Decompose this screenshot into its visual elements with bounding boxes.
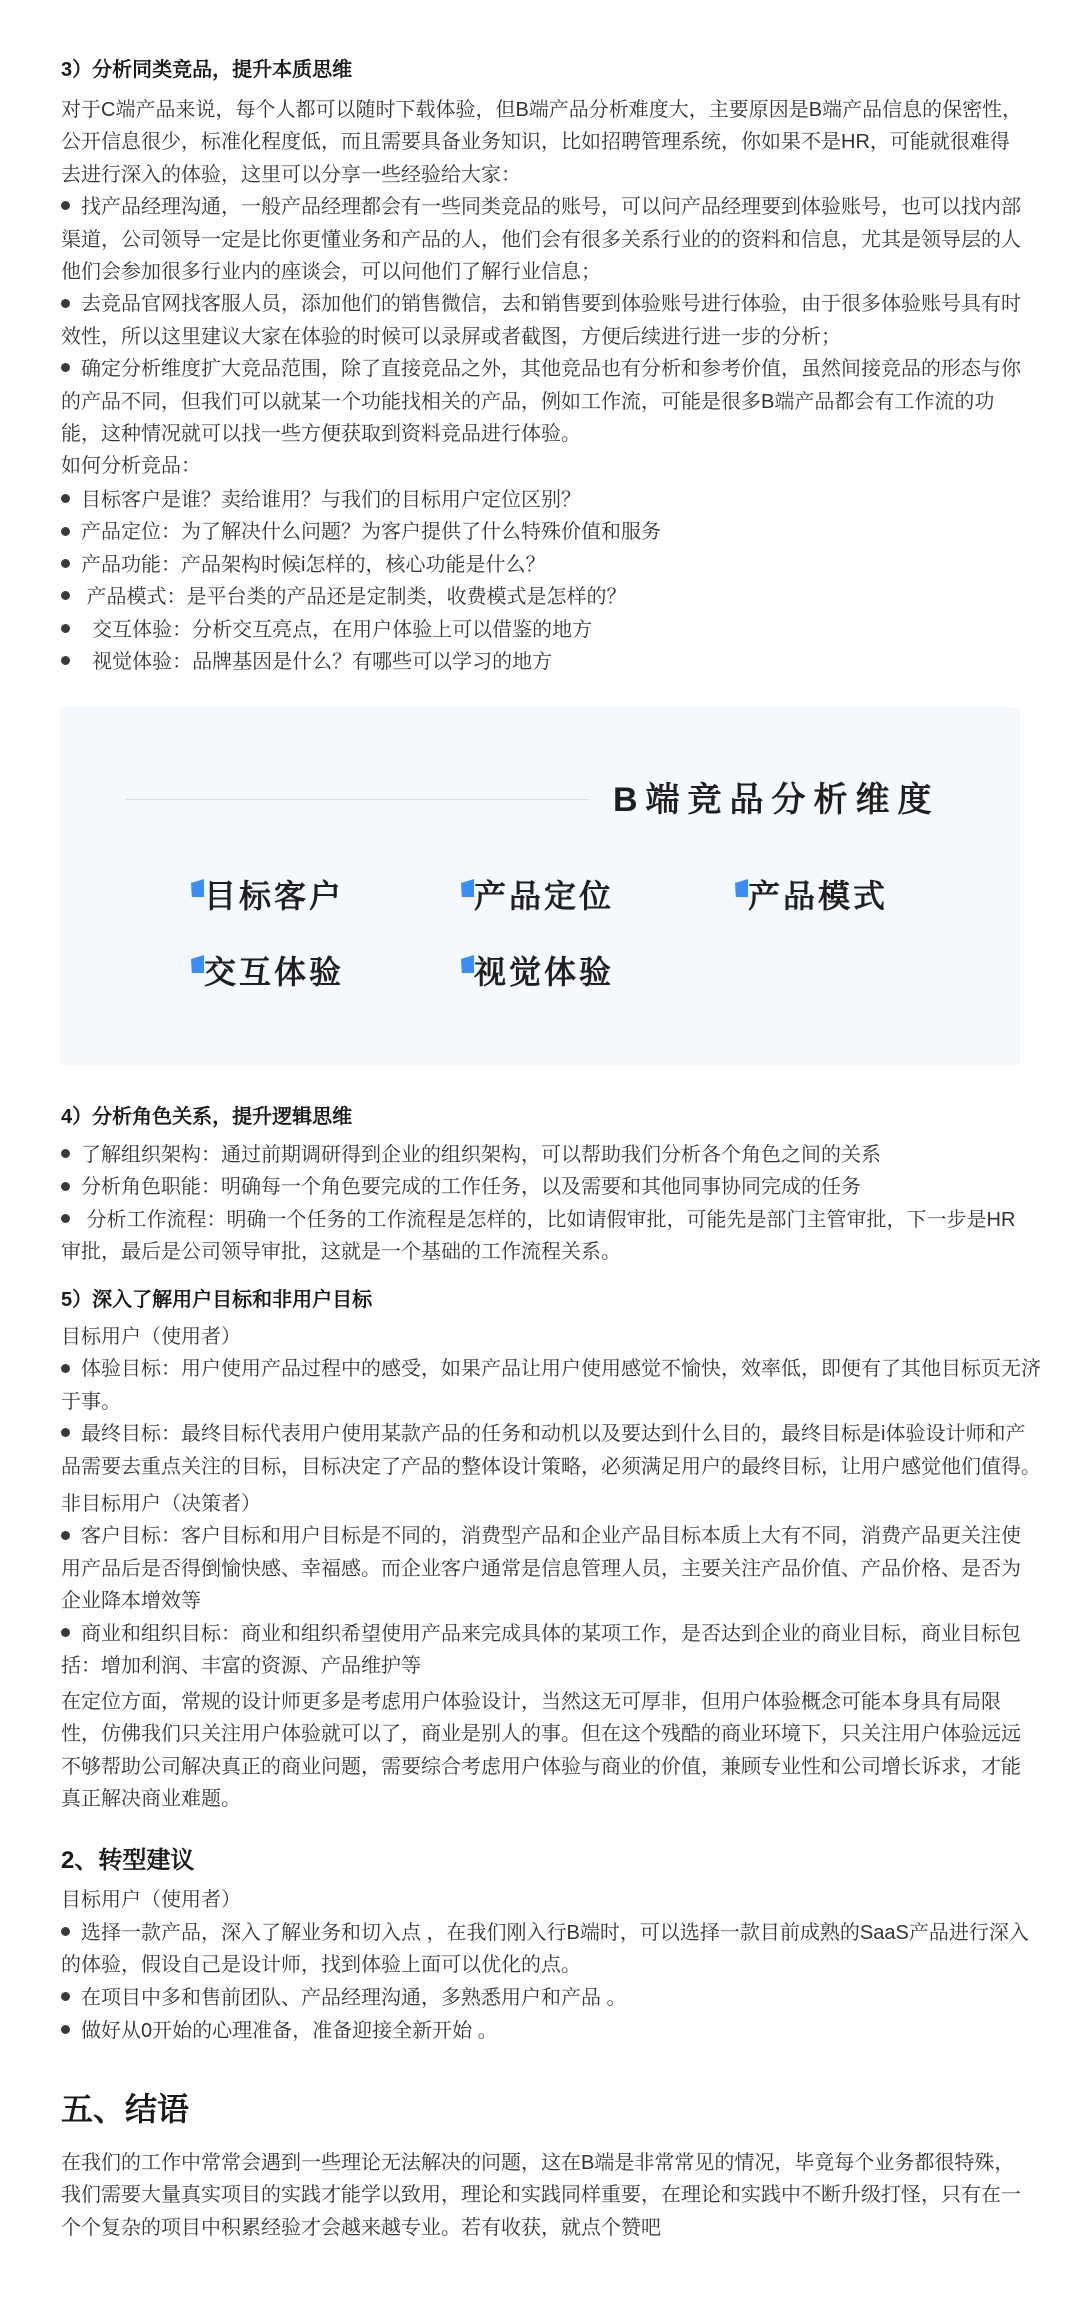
accent-block-icon bbox=[461, 879, 474, 897]
list-item-text: 了解组织架构：通过前期调研得到企业的组织架构，可以帮助我们分析各个角色之间的关系 bbox=[81, 1144, 881, 1166]
bullet-icon bbox=[61, 559, 70, 568]
tip-line: 他们会参加很多行业内的座谈会，可以问他们了解行业信息； bbox=[61, 260, 601, 283]
list-item bbox=[61, 1139, 1015, 1171]
list-item bbox=[61, 1418, 1041, 1450]
bullet-icon bbox=[61, 1992, 70, 2001]
dimension-target-customer bbox=[191, 876, 391, 916]
list-item-text: 分析角色职能：明确每一个角色要完成的工作任务，以及需要和其他同事协同完成的任务 bbox=[81, 1176, 861, 1199]
bullet-icon bbox=[61, 591, 70, 600]
paragraph-line: 我们需要大量真实项目的实践才能学以致用，理论和实践同样重要，在理论和实践中不断升级打怪，只有在一 bbox=[61, 2184, 1021, 2207]
accent-block-icon bbox=[735, 879, 748, 897]
paragraph-line: 真正解决商业难题。 bbox=[61, 1788, 241, 1811]
bullet-icon bbox=[61, 1927, 70, 1936]
bullet-icon bbox=[61, 1214, 70, 1223]
group-label: 目标用户（使用者） bbox=[61, 1889, 241, 1911]
tip-line: 能，这种情况就可以找一些方便获取到资料竞品进行体验。 bbox=[61, 422, 581, 445]
list-item-text: 最终目标：最终目标代表用户使用某款产品的任务和动机以及要达到什么目的，最终目标是i体验设计师和产 bbox=[81, 1423, 1026, 1446]
intro-line: 公开信息很少，标准化程度低，而且需要具备业务知识，比如招聘管理系统，你如果不是HR，可能就很难得 bbox=[61, 131, 1010, 154]
tip-item bbox=[61, 353, 1022, 385]
target-users-group bbox=[61, 1321, 1041, 1483]
paragraph-line: 个个复杂的项目中积累经验才会越来越专业。若有收获，就点个赞吧 bbox=[61, 2216, 661, 2239]
intro-line: 去进行深入的体验，这里可以分享一些经验给大家： bbox=[61, 163, 521, 186]
bullet-icon bbox=[61, 494, 70, 503]
list-item bbox=[61, 614, 661, 646]
paragraph-line: 在定位方面，常规的设计师更多是考虑用户体验设计，当然这无可厚非，但用户体验概念可能本身具有局限 bbox=[61, 1691, 1001, 1713]
dimension-label: 目标客户 bbox=[204, 878, 345, 914]
tip-line: 的产品不同，但我们可以就某一个功能找相关的产品，例如工作流，可能是很多B端产品都会有工作流的功 bbox=[61, 390, 995, 413]
list-item-line: 于事。 bbox=[61, 1390, 121, 1413]
list-item-text: 做好从0开始的心理准备，准备迎接全新开始 。 bbox=[81, 2019, 498, 2042]
bullet-icon bbox=[61, 1364, 70, 1373]
list-item-line: 的体验，假设自己是设计师，找到体验上面可以优化的点。 bbox=[61, 1954, 581, 1977]
tip-item bbox=[61, 191, 1022, 223]
list-item-text: 客户目标：客户目标和用户目标是不同的，消费型产品和企业产品目标本质上大有不同，消费产品更关注使 bbox=[81, 1525, 1021, 1548]
list-item bbox=[61, 1204, 1015, 1236]
list-item bbox=[61, 581, 661, 613]
list-item bbox=[61, 1618, 1021, 1650]
list-item-line: 品需要去重点关注的目标，目标决定了产品的整体设计策略，必须满足用户的最终目标，让用户感觉他们值得。 bbox=[61, 1455, 1041, 1478]
list-item bbox=[61, 549, 661, 581]
bullet-icon bbox=[61, 2025, 70, 2034]
divider-line bbox=[126, 799, 589, 800]
bullet-icon bbox=[61, 1428, 70, 1437]
list-item-text: 分析工作流程：明确一个任务的工作流程是怎样的，比如请假审批，可能先是部门主管审批，下一步是HR bbox=[81, 1208, 1016, 1231]
list-item bbox=[61, 646, 661, 678]
section-5-summary bbox=[61, 1686, 1021, 1816]
tip-line: 渠道，公司领导一定是比你更懂业务和产品的人，他们会有很多关系行业的的资料和信息，尤其是领导层的人 bbox=[61, 228, 1021, 251]
list-item-text: 视觉体验：品牌基因是什么？有哪些可以学习的地方 bbox=[81, 650, 553, 673]
bullet-icon bbox=[61, 363, 70, 372]
list-item bbox=[61, 1171, 1015, 1203]
list-item bbox=[61, 1520, 1021, 1552]
list-item bbox=[61, 2015, 1029, 2048]
list-item-line: 审批，最后是公司领导审批，这就是一个基础的工作流程关系。 bbox=[61, 1241, 621, 1264]
list-item-text: 选择一款产品，深入了解业务和切入点 ，在我们刚入行B端时，可以选择一款目前成熟的SaaS产品进行深入 bbox=[81, 1921, 1029, 1944]
bullet-icon bbox=[61, 624, 70, 633]
section-3-body bbox=[61, 94, 1022, 483]
group-label: 目标用户（使用者） bbox=[61, 1326, 241, 1348]
accent-block-icon bbox=[191, 955, 204, 973]
bullet-icon bbox=[61, 201, 70, 210]
list-item-text: 产品模式：是平台类的产品还是定制类，收费模式是怎样的？ bbox=[81, 586, 627, 609]
figure-title: B端竞品分析维度 bbox=[613, 781, 940, 819]
dimension-label: 产品定位 bbox=[474, 878, 615, 914]
bullet-icon bbox=[61, 656, 70, 665]
list-item bbox=[61, 1982, 1029, 2015]
paragraph-line: 性，仿佛我们只关注用户体验就可以了，商业是别人的事。但在这个残酷的商业环境下，只关注用户体验远远 bbox=[61, 1723, 1021, 1746]
how-to-list bbox=[61, 484, 661, 678]
dimension-visual-experience bbox=[461, 952, 661, 992]
section-4-body bbox=[61, 1139, 1015, 1269]
bullet-icon bbox=[61, 1149, 70, 1158]
bullet-icon bbox=[61, 1628, 70, 1637]
list-item-text: 商业和组织目标：商业和组织希望使用产品来完成具体的某项工作，是否达到企业的商业目标，商业目标包 bbox=[81, 1622, 1021, 1645]
bullet-icon bbox=[61, 1531, 70, 1540]
paragraph-line: 不够帮助公司解决真正的商业问题，需要综合考虑用户体验与商业的价值，兼顾专业性和公司增长诉求，才能 bbox=[61, 1755, 1021, 1778]
bullet-icon bbox=[61, 1182, 70, 1191]
conclusion-heading: 五、结语 bbox=[61, 2091, 190, 2127]
section-3-heading: 3）分析同类竞品，提升本质思维 bbox=[61, 59, 353, 81]
dimension-label: 视觉体验 bbox=[474, 954, 615, 990]
tip-item bbox=[61, 288, 1022, 320]
dimension-label: 交互体验 bbox=[204, 954, 345, 990]
accent-block-icon bbox=[461, 955, 474, 973]
section-5-heading: 5）深入了解用户目标和非用户目标 bbox=[61, 1289, 373, 1311]
bullet-icon bbox=[61, 527, 70, 536]
group-label: 非目标用户（决策者） bbox=[61, 1493, 261, 1515]
how-to-label: 如何分析竞品： bbox=[61, 455, 201, 478]
section-4-heading: 4）分析角色关系，提升逻辑思维 bbox=[61, 1106, 353, 1128]
tip-text: 找产品经理沟通，一般产品经理都会有一些同类竞品的账号，可以问产品经理要到体验账号，也可以找内部 bbox=[81, 196, 1021, 219]
list-item-text: 交互体验：分析交互亮点，在用户体验上可以借鉴的地方 bbox=[81, 618, 593, 641]
list-item bbox=[61, 1917, 1029, 1950]
list-item-line: 用产品后是否得倒愉快感、幸福感。而企业客户通常是信息管理人员，主要关注产品价值、产品价格、是否为 bbox=[61, 1557, 1021, 1580]
conclusion-body bbox=[61, 2147, 1021, 2244]
bullet-icon bbox=[61, 299, 70, 308]
transition-advice-heading: 2、转型建议 bbox=[61, 1847, 195, 1874]
list-item-text: 体验目标：用户使用产品过程中的感受，如果产品让用户使用感觉不愉快，效率低，即便有了其他目标页无济 bbox=[81, 1358, 1041, 1381]
dimension-interaction-experience bbox=[191, 952, 391, 992]
dimension-product-positioning bbox=[461, 876, 661, 916]
paragraph-line: 在我们的工作中常常会遇到一些理论无法解决的问题，这在B端是非常常见的情况，毕竟每个业务都很特殊， bbox=[61, 2152, 1015, 2174]
list-item bbox=[61, 484, 661, 516]
list-item-text: 产品功能：产品架构时候i怎样的，核心功能是什么？ bbox=[81, 553, 546, 576]
accent-block-icon bbox=[191, 879, 204, 897]
list-item bbox=[61, 1353, 1041, 1385]
tip-text: 去竞品官网找客服人员，添加他们的销售微信，去和销售要到体验账号进行体验，由于很多体验账号具有时 bbox=[81, 293, 1021, 316]
list-item-line: 企业降本增效等 bbox=[61, 1590, 201, 1613]
dimension-label: 产品模式 bbox=[748, 878, 889, 914]
tip-line: 效性，所以这里建议大家在体验的时候可以录屏或者截图，方便后续进行进一步的分析； bbox=[61, 325, 841, 348]
non-target-users-group bbox=[61, 1488, 1021, 1682]
list-item-line: 括：增加利润、丰富的资源、产品维护等 bbox=[61, 1654, 421, 1677]
list-item bbox=[61, 516, 661, 548]
transition-advice-body bbox=[61, 1884, 1029, 2047]
analysis-dimensions-figure bbox=[60, 707, 1020, 1065]
list-item-text: 在项目中多和售前团队、产品经理沟通，多熟悉用户和产品 。 bbox=[81, 1987, 627, 2010]
tip-text: 确定分析维度扩大竞品范围，除了直接竞品之外，其他竞品也有分析和参考价值，虽然间接竞品的形态与你 bbox=[81, 358, 1021, 381]
dimension-product-model bbox=[735, 876, 935, 916]
list-item-text: 产品定位：为了解决什么问题？为客户提供了什么特殊价值和服务 bbox=[81, 521, 661, 544]
list-item-text: 目标客户是谁？卖给谁用？与我们的目标用户定位区别？ bbox=[81, 489, 581, 511]
intro-line: 对于C端产品来说，每个人都可以随时下载体验，但B端产品分析难度大，主要原因是B端产品信息的保密性， bbox=[61, 99, 1023, 121]
